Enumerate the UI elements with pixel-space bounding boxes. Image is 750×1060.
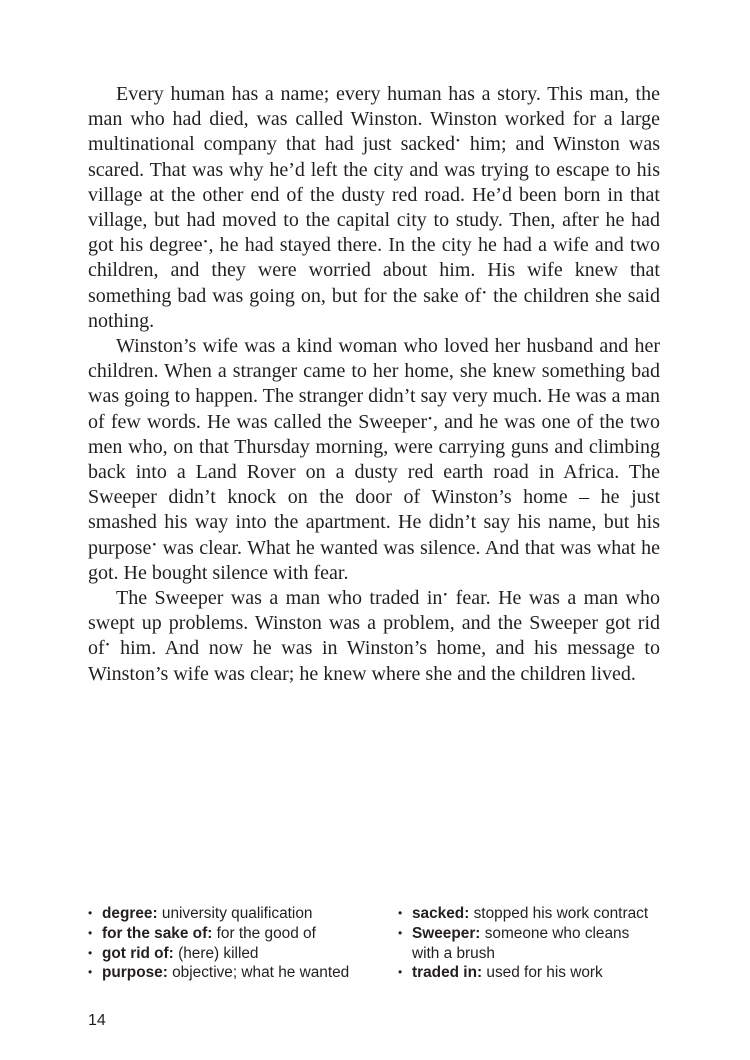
glossary-marker: •: [203, 236, 208, 249]
bullet-icon: •: [88, 906, 93, 920]
glossary-marker: •: [428, 412, 433, 425]
paragraph-text: , and he was one of the two men who, on that Thursday morning, were carrying guns and climbing back into a Land Rover on a dusty red earth road in Africa. The Sweeper didn’t knock on the door of Winston’s home – he just smashed his way into the apartment. He didn’t say his name, but his purpose: [88, 410, 661, 559]
glossary-definition: university qualification: [157, 905, 313, 922]
glossary-term: got rid of:: [102, 944, 174, 962]
paragraph-text: him; and Winston was scared. That was why he’d left the city and was trying to escape to his village at the other end of the dusty red road. He’d been born in that village, but had moved to the capital city to study. Then, after he had got his degree: [88, 133, 661, 257]
glossary-term: Sweeper:: [412, 924, 481, 942]
glossary-definition: stopped his work contract: [469, 905, 649, 922]
glossary-marker: •: [482, 286, 487, 299]
paragraph: [88, 82, 660, 334]
glossary-entry: [398, 963, 660, 983]
glossary-entry: [398, 924, 660, 964]
paragraph-text: Every human has a name; every human has a story. This man, the man who had died, was called Winston. Winston worked for a large multinational company that had just sacked: [88, 83, 660, 156]
paragraph-text: fear. He was a man who swept up problems. Winston was a problem, and the Sweeper got rid of: [88, 587, 660, 660]
paragraph-text: him. And now he was in Winston’s home, and his message to Winston’s wife was clear; he knew where she and the children lived.: [88, 637, 660, 685]
paragraph-text: , he had stayed there. In the city he had a wife and two children, and they were worried about him. His wife knew that something bad was going on, but for the sake of: [88, 234, 661, 307]
glossary-term: for the sake of:: [102, 924, 213, 942]
glossary: [88, 904, 660, 983]
glossary-definition: for the good of: [212, 924, 316, 942]
paragraph-text: Winston’s wife was a kind woman who loved her husband and her children. When a stranger came to her home, she knew something bad was going to happen. The stranger didn’t say very much. He was a man of few words. He was called the Sweeper: [88, 335, 660, 433]
bullet-icon: •: [88, 925, 93, 940]
bullet-icon: •: [398, 906, 403, 920]
story-text: [88, 82, 660, 687]
glossary-definition: used for his work: [482, 964, 603, 982]
paragraph-text: The Sweeper was a man who traded in: [116, 587, 443, 610]
page-number: 14: [88, 1012, 106, 1029]
bullet-icon: •: [88, 965, 93, 980]
bullet-icon: •: [398, 965, 403, 980]
glossary-entry: [88, 924, 382, 944]
glossary-entry: [88, 944, 382, 964]
glossary-marker: •: [105, 639, 110, 652]
paragraph-text: was clear. What he wanted was silence. And that was what he got. He bought silence with fear.: [88, 536, 660, 584]
glossary-term: purpose:: [102, 964, 168, 982]
glossary-marker: •: [456, 135, 460, 148]
glossary-definition: (here) killed: [173, 944, 259, 962]
bullet-icon: •: [88, 945, 93, 960]
glossary-entry: [88, 963, 382, 983]
bullet-icon: •: [398, 925, 403, 940]
glossary-term: traded in:: [412, 964, 483, 982]
paragraph: [88, 334, 660, 586]
glossary-definition: objective; what he wanted: [167, 964, 350, 982]
glossary-entry: [398, 904, 660, 924]
paragraph-text: the children she said nothing.: [88, 284, 661, 332]
paragraph: [88, 586, 660, 687]
glossary-term: degree:: [102, 905, 158, 922]
glossary-term: sacked:: [412, 905, 470, 922]
glossary-marker: •: [152, 538, 157, 551]
glossary-definition: someone who cleans with a brush: [412, 924, 630, 962]
glossary-entry: [88, 904, 382, 924]
glossary-column-left: [88, 904, 382, 983]
glossary-column-right: [398, 904, 660, 983]
glossary-marker: •: [443, 589, 448, 602]
